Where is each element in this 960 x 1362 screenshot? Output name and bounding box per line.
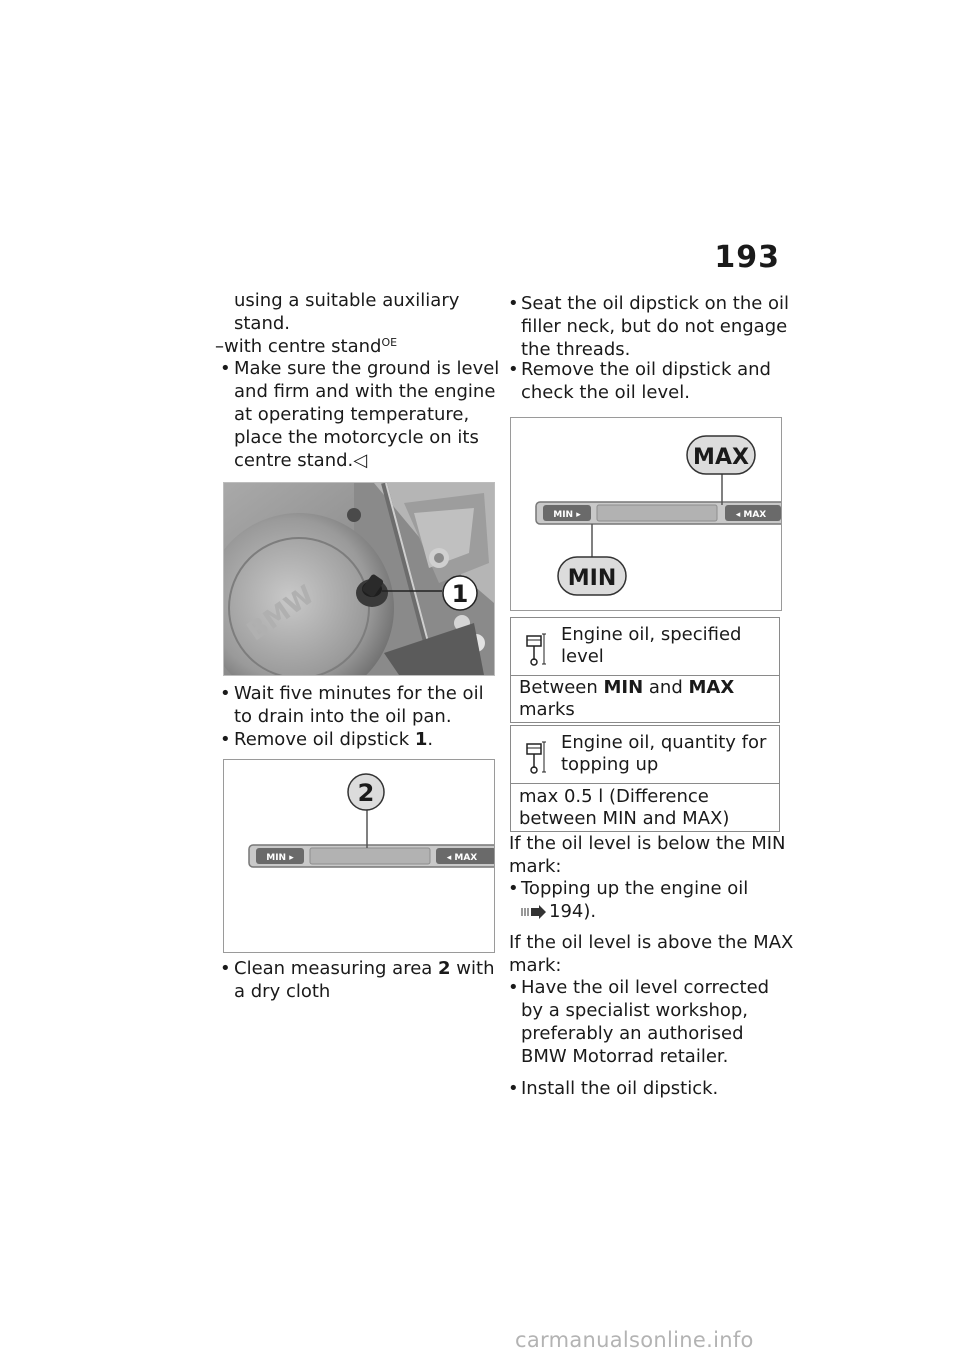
step-text: Wait five minutes for the oil bbox=[234, 683, 484, 704]
spec-header bbox=[511, 618, 779, 676]
bmw-emboss-text: BMW bbox=[241, 580, 320, 648]
condition-text: If the oil level is above the MAX bbox=[509, 932, 794, 953]
bullet-icon: • bbox=[508, 878, 519, 899]
step-text: the threads. bbox=[521, 339, 631, 360]
spec-title: Engine oil, specified level bbox=[561, 624, 742, 667]
step-text: at operating temperature, bbox=[234, 404, 470, 425]
page-number: 193 bbox=[714, 240, 780, 275]
spec-value: max 0.5 l (Difference between MIN and MAX) bbox=[519, 786, 730, 829]
bullet-icon: • bbox=[220, 729, 231, 750]
dipstick-minmax-illustration bbox=[511, 418, 781, 610]
condition-text: mark: bbox=[509, 955, 562, 976]
step-text: Topping up the engine oil bbox=[521, 878, 749, 899]
watermark: carmanualsonline.info bbox=[515, 1328, 754, 1352]
dipstick-figure-min-max bbox=[510, 417, 782, 611]
engine-oil-icon bbox=[525, 736, 547, 776]
step-text: check the oil level. bbox=[521, 382, 690, 403]
dipstick-min-mark: MIN ▸ bbox=[553, 510, 581, 520]
bullet-icon: • bbox=[508, 359, 519, 380]
step-text: Install the oil dipstick. bbox=[521, 1078, 719, 1099]
step-text: BMW Motorrad retailer. bbox=[521, 1046, 729, 1067]
step-text: preferably an authorised bbox=[521, 1023, 744, 1044]
max-callout-text: MAX bbox=[693, 445, 749, 470]
step-text: Have the oil level corrected bbox=[521, 977, 770, 998]
bullet-icon: • bbox=[220, 683, 231, 704]
step-text: centre stand.◁ bbox=[234, 450, 368, 471]
step-text: Remove oil dipstick 1. bbox=[234, 729, 434, 750]
part-reference: 2 bbox=[438, 958, 451, 979]
spec-title: Engine oil, quantity for topping up bbox=[561, 732, 767, 775]
step-text: Remove the oil dipstick and bbox=[521, 359, 771, 380]
step-text: a dry cloth bbox=[234, 981, 331, 1002]
centre-stand-text: with centre stand bbox=[224, 336, 382, 357]
step-text: Clean measuring area 2 with bbox=[234, 958, 495, 979]
step-text: Make sure the ground is level bbox=[234, 358, 500, 379]
bullet-icon: • bbox=[508, 1078, 519, 1099]
end-of-step-icon: ◁ bbox=[353, 450, 368, 471]
min-callout-text: MIN bbox=[567, 566, 617, 591]
dipstick-max-mark: ◂ MAX bbox=[446, 853, 478, 863]
centre-stand-condition bbox=[215, 336, 397, 358]
callout-number-2: 2 bbox=[357, 779, 375, 807]
callout-number-1: 1 bbox=[451, 580, 469, 608]
part-reference: 1 bbox=[414, 729, 428, 750]
step-text: Seat the oil dipstick on the oil bbox=[521, 293, 790, 314]
bullet-icon: • bbox=[220, 958, 231, 979]
condition-text: If the oil level is below the MIN bbox=[509, 833, 786, 854]
spec-header bbox=[511, 726, 779, 784]
dipstick-illustration bbox=[224, 760, 494, 952]
dash-marker: – bbox=[215, 336, 224, 357]
page-reference[interactable]: 194). bbox=[521, 901, 596, 923]
step-text: to drain into the oil pan. bbox=[234, 706, 452, 727]
spec-table-oil-level bbox=[510, 617, 780, 723]
dipstick-figure-clean bbox=[223, 759, 495, 953]
condition-text: mark: bbox=[509, 856, 562, 877]
bullet-icon: • bbox=[508, 977, 519, 998]
intro-line: stand. bbox=[234, 313, 291, 334]
step-text: filler neck, but do not engage bbox=[521, 316, 788, 337]
engine-illustration bbox=[224, 483, 494, 675]
spec-value: Between MIN and MAX marks bbox=[519, 677, 735, 720]
spec-table-oil-topup bbox=[510, 725, 780, 832]
step-text: and firm and with the engine bbox=[234, 381, 496, 402]
dipstick-max-mark: ◂ MAX bbox=[735, 510, 767, 520]
step-text: by a specialist workshop, bbox=[521, 1000, 749, 1021]
step-text: place the motorcycle on its bbox=[234, 427, 479, 448]
oe-superscript: OE bbox=[381, 336, 398, 349]
intro-line: using a suitable auxiliary bbox=[234, 290, 460, 311]
bullet-icon: • bbox=[508, 293, 519, 314]
reference-arrow-icon bbox=[521, 901, 549, 923]
engine-oil-icon bbox=[525, 628, 547, 668]
bullet-icon: • bbox=[220, 358, 231, 379]
engine-photo bbox=[223, 482, 495, 676]
dipstick-min-mark: MIN ▸ bbox=[266, 853, 294, 863]
